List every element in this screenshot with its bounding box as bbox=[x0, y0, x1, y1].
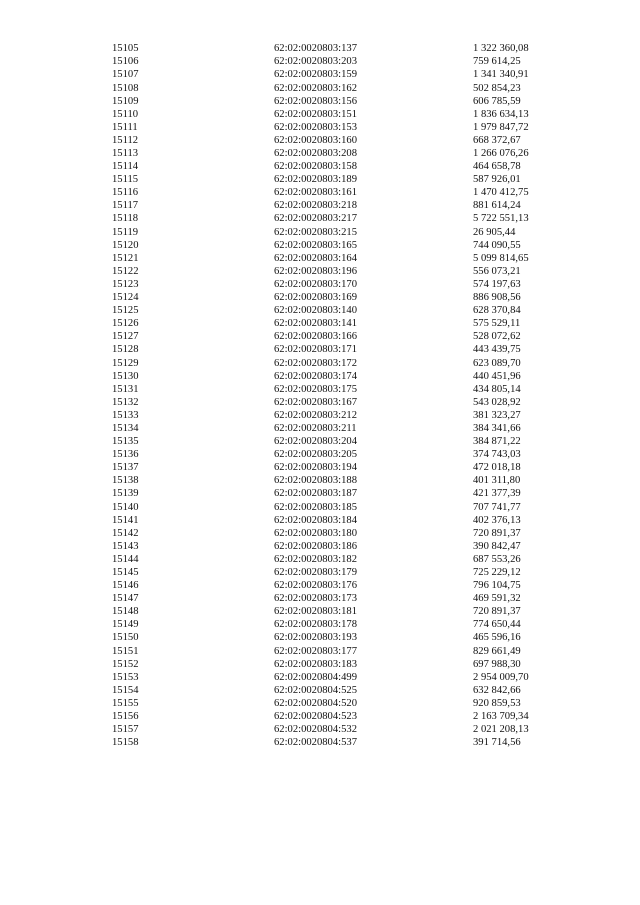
cadastral-value: 668 372,67 bbox=[473, 134, 521, 146]
cadastral-number: 62:02:0020804:499 bbox=[274, 671, 357, 683]
row-number: 15149 bbox=[112, 619, 139, 631]
table-row bbox=[112, 135, 563, 148]
row-number: 15122 bbox=[112, 265, 139, 277]
cadastral-value: 390 842,47 bbox=[473, 540, 521, 552]
cadastral-value: 2 021 208,13 bbox=[473, 724, 529, 736]
row-number: 15137 bbox=[112, 462, 139, 474]
cadastral-value: 744 090,55 bbox=[473, 239, 521, 251]
cadastral-number: 62:02:0020803:159 bbox=[274, 69, 357, 81]
cadastral-value: 2 163 709,34 bbox=[473, 711, 529, 723]
cadastral-value: 1 322 360,08 bbox=[473, 43, 529, 55]
cadastral-number: 62:02:0020803:140 bbox=[274, 305, 357, 317]
table-row bbox=[112, 619, 563, 632]
cadastral-value: 687 553,26 bbox=[473, 553, 521, 565]
row-number: 15155 bbox=[112, 697, 139, 709]
cadastral-value: 543 028,92 bbox=[473, 396, 521, 408]
cadastral-value: 528 072,62 bbox=[473, 331, 521, 343]
cadastral-value: 434 805,14 bbox=[473, 383, 521, 395]
cadastral-value: 401 311,80 bbox=[473, 475, 521, 487]
cadastral-number: 62:02:0020803:165 bbox=[274, 239, 357, 251]
cadastral-value: 464 658,78 bbox=[473, 161, 521, 173]
table-row bbox=[112, 410, 563, 423]
table-row bbox=[112, 475, 563, 488]
cadastral-value: 502 854,23 bbox=[473, 82, 521, 94]
table-row bbox=[112, 266, 563, 279]
cadastral-number: 62:02:0020803:162 bbox=[274, 82, 357, 94]
cadastral-value: 796 104,75 bbox=[473, 580, 521, 592]
cadastral-number: 62:02:0020803:169 bbox=[274, 292, 357, 304]
cadastral-value: 472 018,18 bbox=[473, 462, 521, 474]
cadastral-value: 1 836 634,13 bbox=[473, 108, 529, 120]
row-number: 15134 bbox=[112, 422, 139, 434]
table-row bbox=[112, 108, 563, 121]
cadastral-number: 62:02:0020803:178 bbox=[274, 619, 357, 631]
table-row bbox=[112, 305, 563, 318]
table-row bbox=[112, 69, 563, 82]
cadastral-value: 465 596,16 bbox=[473, 632, 521, 644]
cadastral-number: 62:02:0020803:186 bbox=[274, 540, 357, 552]
row-number: 15119 bbox=[112, 226, 139, 238]
row-number: 15114 bbox=[112, 161, 139, 173]
cadastral-value: 556 073,21 bbox=[473, 265, 521, 277]
cadastral-number: 62:02:0020803:183 bbox=[274, 658, 357, 670]
cadastral-number: 62:02:0020803:158 bbox=[274, 161, 357, 173]
cadastral-value: 5 722 551,13 bbox=[473, 213, 529, 225]
cadastral-value: 381 323,27 bbox=[473, 409, 521, 421]
cadastral-number: 62:02:0020803:215 bbox=[274, 226, 357, 238]
cadastral-value: 1 470 412,75 bbox=[473, 187, 529, 199]
row-number: 15108 bbox=[112, 82, 139, 94]
cadastral-number: 62:02:0020803:176 bbox=[274, 580, 357, 592]
row-number: 15113 bbox=[112, 148, 139, 159]
row-number: 15150 bbox=[112, 632, 139, 644]
cadastral-number: 62:02:0020803:174 bbox=[274, 370, 357, 382]
table-row bbox=[112, 449, 563, 462]
row-number: 15136 bbox=[112, 449, 139, 461]
table-body bbox=[112, 43, 563, 750]
cadastral-value: 1 266 076,26 bbox=[473, 148, 529, 159]
row-number: 15151 bbox=[112, 645, 139, 657]
cadastral-value: 886 908,56 bbox=[473, 292, 521, 304]
row-number: 15123 bbox=[112, 278, 139, 290]
table-row bbox=[112, 161, 563, 174]
row-number: 15143 bbox=[112, 540, 139, 552]
row-number: 15127 bbox=[112, 331, 139, 343]
row-number: 15109 bbox=[112, 95, 139, 107]
cadastral-value: 440 451,96 bbox=[473, 370, 521, 382]
row-number: 15121 bbox=[112, 252, 139, 264]
row-number: 15112 bbox=[112, 134, 139, 146]
cadastral-value: 469 591,32 bbox=[473, 593, 521, 605]
table-row bbox=[112, 200, 563, 213]
cadastral-number: 62:02:0020803:204 bbox=[274, 436, 357, 448]
cadastral-value: 1 341 340,91 bbox=[473, 69, 529, 81]
row-number: 15124 bbox=[112, 292, 139, 304]
cadastral-number: 62:02:0020803:167 bbox=[274, 396, 357, 408]
row-number: 15110 bbox=[112, 108, 139, 120]
cadastral-number: 62:02:0020804:520 bbox=[274, 697, 357, 709]
cadastral-number: 62:02:0020803:175 bbox=[274, 383, 357, 395]
table-row bbox=[112, 462, 563, 475]
cadastral-number: 62:02:0020803:188 bbox=[274, 475, 357, 487]
cadastral-number: 62:02:0020803:189 bbox=[274, 174, 357, 186]
row-number: 15128 bbox=[112, 344, 139, 356]
cadastral-value-table bbox=[112, 43, 563, 750]
cadastral-value: 759 614,25 bbox=[473, 56, 521, 68]
cadastral-number: 62:02:0020803:164 bbox=[274, 252, 357, 264]
cadastral-value: 632 842,66 bbox=[473, 684, 521, 696]
cadastral-number: 62:02:0020803:182 bbox=[274, 553, 357, 565]
cadastral-number: 62:02:0020803:203 bbox=[274, 56, 357, 68]
row-number: 15156 bbox=[112, 711, 139, 723]
cadastral-value: 881 614,24 bbox=[473, 200, 521, 212]
row-number: 15132 bbox=[112, 396, 139, 408]
row-number: 15144 bbox=[112, 553, 139, 565]
table-row bbox=[112, 82, 563, 95]
table-row bbox=[112, 541, 563, 554]
row-number: 15129 bbox=[112, 357, 139, 369]
cadastral-number: 62:02:0020803:170 bbox=[274, 278, 357, 290]
table-row bbox=[112, 554, 563, 567]
row-number: 15147 bbox=[112, 593, 139, 605]
table-row bbox=[112, 501, 563, 514]
cadastral-number: 62:02:0020803:184 bbox=[274, 514, 357, 526]
cadastral-value: 725 229,12 bbox=[473, 567, 521, 578]
table-row bbox=[112, 239, 563, 252]
row-number: 15145 bbox=[112, 567, 139, 578]
cadastral-number: 62:02:0020803:171 bbox=[274, 344, 357, 356]
cadastral-number: 62:02:0020803:218 bbox=[274, 200, 357, 212]
table-row bbox=[112, 148, 563, 161]
table-row bbox=[112, 567, 563, 580]
row-number: 15138 bbox=[112, 475, 139, 487]
table-row bbox=[112, 658, 563, 671]
table-row bbox=[112, 344, 563, 357]
table-row bbox=[112, 370, 563, 383]
table-row bbox=[112, 357, 563, 370]
cadastral-value: 26 905,44 bbox=[473, 226, 516, 238]
row-number: 15158 bbox=[112, 737, 139, 749]
table-row bbox=[112, 488, 563, 501]
cadastral-number: 62:02:0020803:187 bbox=[274, 488, 357, 500]
cadastral-number: 62:02:0020803:205 bbox=[274, 449, 357, 461]
cadastral-number: 62:02:0020803:177 bbox=[274, 645, 357, 657]
cadastral-number: 62:02:0020803:193 bbox=[274, 632, 357, 644]
cadastral-number: 62:02:0020803:185 bbox=[274, 501, 357, 513]
table-row bbox=[112, 698, 563, 711]
row-number: 15139 bbox=[112, 488, 139, 500]
table-row bbox=[112, 253, 563, 266]
table-row bbox=[112, 397, 563, 410]
cadastral-value: 587 926,01 bbox=[473, 174, 521, 186]
table-row bbox=[112, 122, 563, 135]
cadastral-number: 62:02:0020803:217 bbox=[274, 213, 357, 225]
cadastral-number: 62:02:0020804:523 bbox=[274, 711, 357, 723]
cadastral-value: 628 370,84 bbox=[473, 305, 521, 317]
cadastral-value: 5 099 814,65 bbox=[473, 252, 529, 264]
cadastral-value: 374 743,03 bbox=[473, 449, 521, 461]
cadastral-value: 606 785,59 bbox=[473, 95, 521, 107]
row-number: 15106 bbox=[112, 56, 139, 68]
row-number: 15148 bbox=[112, 606, 139, 618]
table-row bbox=[112, 279, 563, 292]
row-number: 15130 bbox=[112, 370, 139, 382]
cadastral-value: 391 714,56 bbox=[473, 737, 521, 749]
cadastral-number: 62:02:0020803:137 bbox=[274, 43, 357, 55]
table-row bbox=[112, 724, 563, 737]
cadastral-value: 774 650,44 bbox=[473, 619, 521, 631]
cadastral-number: 62:02:0020804:525 bbox=[274, 684, 357, 696]
table-row bbox=[112, 672, 563, 685]
row-number: 15105 bbox=[112, 43, 139, 55]
table-row bbox=[112, 226, 563, 239]
cadastral-number: 62:02:0020803:156 bbox=[274, 95, 357, 107]
row-number: 15135 bbox=[112, 436, 139, 448]
cadastral-number: 62:02:0020803:194 bbox=[274, 462, 357, 474]
row-number: 15142 bbox=[112, 527, 139, 539]
table-row bbox=[112, 711, 563, 724]
cadastral-number: 62:02:0020803:166 bbox=[274, 331, 357, 343]
cadastral-value: 720 891,37 bbox=[473, 527, 521, 539]
table-row bbox=[112, 737, 563, 750]
table-row bbox=[112, 632, 563, 645]
row-number: 15125 bbox=[112, 305, 139, 317]
cadastral-value: 443 439,75 bbox=[473, 344, 521, 356]
table-row bbox=[112, 580, 563, 593]
table-row bbox=[112, 685, 563, 698]
table-row bbox=[112, 43, 563, 56]
cadastral-value: 920 859,53 bbox=[473, 697, 521, 709]
table-row bbox=[112, 331, 563, 344]
table-row bbox=[112, 318, 563, 331]
cadastral-number: 62:02:0020803:196 bbox=[274, 265, 357, 277]
cadastral-number: 62:02:0020803:151 bbox=[274, 108, 357, 120]
table-row bbox=[112, 187, 563, 200]
row-number: 15154 bbox=[112, 684, 139, 696]
cadastral-number: 62:02:0020803:180 bbox=[274, 527, 357, 539]
cadastral-value: 1 979 847,72 bbox=[473, 121, 529, 133]
cadastral-value: 575 529,11 bbox=[473, 318, 521, 330]
row-number: 15116 bbox=[112, 187, 139, 199]
cadastral-number: 62:02:0020803:211 bbox=[274, 422, 357, 434]
row-number: 15146 bbox=[112, 580, 139, 592]
row-number: 15126 bbox=[112, 318, 139, 330]
cadastral-value: 402 376,13 bbox=[473, 514, 521, 526]
table-row bbox=[112, 383, 563, 396]
table-row bbox=[112, 423, 563, 436]
row-number: 15117 bbox=[112, 200, 139, 212]
cadastral-number: 62:02:0020803:141 bbox=[274, 318, 357, 330]
row-number: 15111 bbox=[112, 121, 138, 133]
cadastral-value: 2 954 009,70 bbox=[473, 671, 529, 683]
table-row bbox=[112, 292, 563, 305]
cadastral-value: 384 871,22 bbox=[473, 436, 521, 448]
row-number: 15120 bbox=[112, 239, 139, 251]
cadastral-number: 62:02:0020803:212 bbox=[274, 409, 357, 421]
cadastral-number: 62:02:0020803:153 bbox=[274, 121, 357, 133]
cadastral-number: 62:02:0020803:208 bbox=[274, 148, 357, 159]
cadastral-number: 62:02:0020803:173 bbox=[274, 593, 357, 605]
row-number: 15133 bbox=[112, 409, 139, 421]
table-row bbox=[112, 95, 563, 108]
table-row bbox=[112, 56, 563, 69]
cadastral-number: 62:02:0020803:179 bbox=[274, 567, 357, 578]
cadastral-number: 62:02:0020803:172 bbox=[274, 357, 357, 369]
cadastral-value: 574 197,63 bbox=[473, 278, 521, 290]
cadastral-value: 829 661,49 bbox=[473, 645, 521, 657]
row-number: 15157 bbox=[112, 724, 139, 736]
table-row bbox=[112, 606, 563, 619]
row-number: 15140 bbox=[112, 501, 139, 513]
cadastral-number: 62:02:0020804:537 bbox=[274, 737, 357, 749]
cadastral-value: 421 377,39 bbox=[473, 488, 521, 500]
cadastral-value: 707 741,77 bbox=[473, 501, 521, 513]
table-row bbox=[112, 514, 563, 527]
cadastral-value: 384 341,66 bbox=[473, 422, 521, 434]
cadastral-number: 62:02:0020803:181 bbox=[274, 606, 357, 618]
row-number: 15131 bbox=[112, 383, 139, 395]
cadastral-number: 62:02:0020804:532 bbox=[274, 724, 357, 736]
cadastral-value: 697 988,30 bbox=[473, 658, 521, 670]
row-number: 15153 bbox=[112, 671, 139, 683]
cadastral-number: 62:02:0020803:160 bbox=[274, 134, 357, 146]
row-number: 15115 bbox=[112, 174, 139, 186]
cadastral-value: 623 089,70 bbox=[473, 357, 521, 369]
table-row bbox=[112, 527, 563, 540]
row-number: 15152 bbox=[112, 658, 139, 670]
table-row bbox=[112, 593, 563, 606]
table-row bbox=[112, 645, 563, 658]
cadastral-value: 720 891,37 bbox=[473, 606, 521, 618]
row-number: 15118 bbox=[112, 213, 139, 225]
cadastral-number: 62:02:0020803:161 bbox=[274, 187, 357, 199]
table-row bbox=[112, 436, 563, 449]
row-number: 15107 bbox=[112, 69, 139, 81]
table-row bbox=[112, 213, 563, 226]
table-row bbox=[112, 174, 563, 187]
row-number: 15141 bbox=[112, 514, 139, 526]
